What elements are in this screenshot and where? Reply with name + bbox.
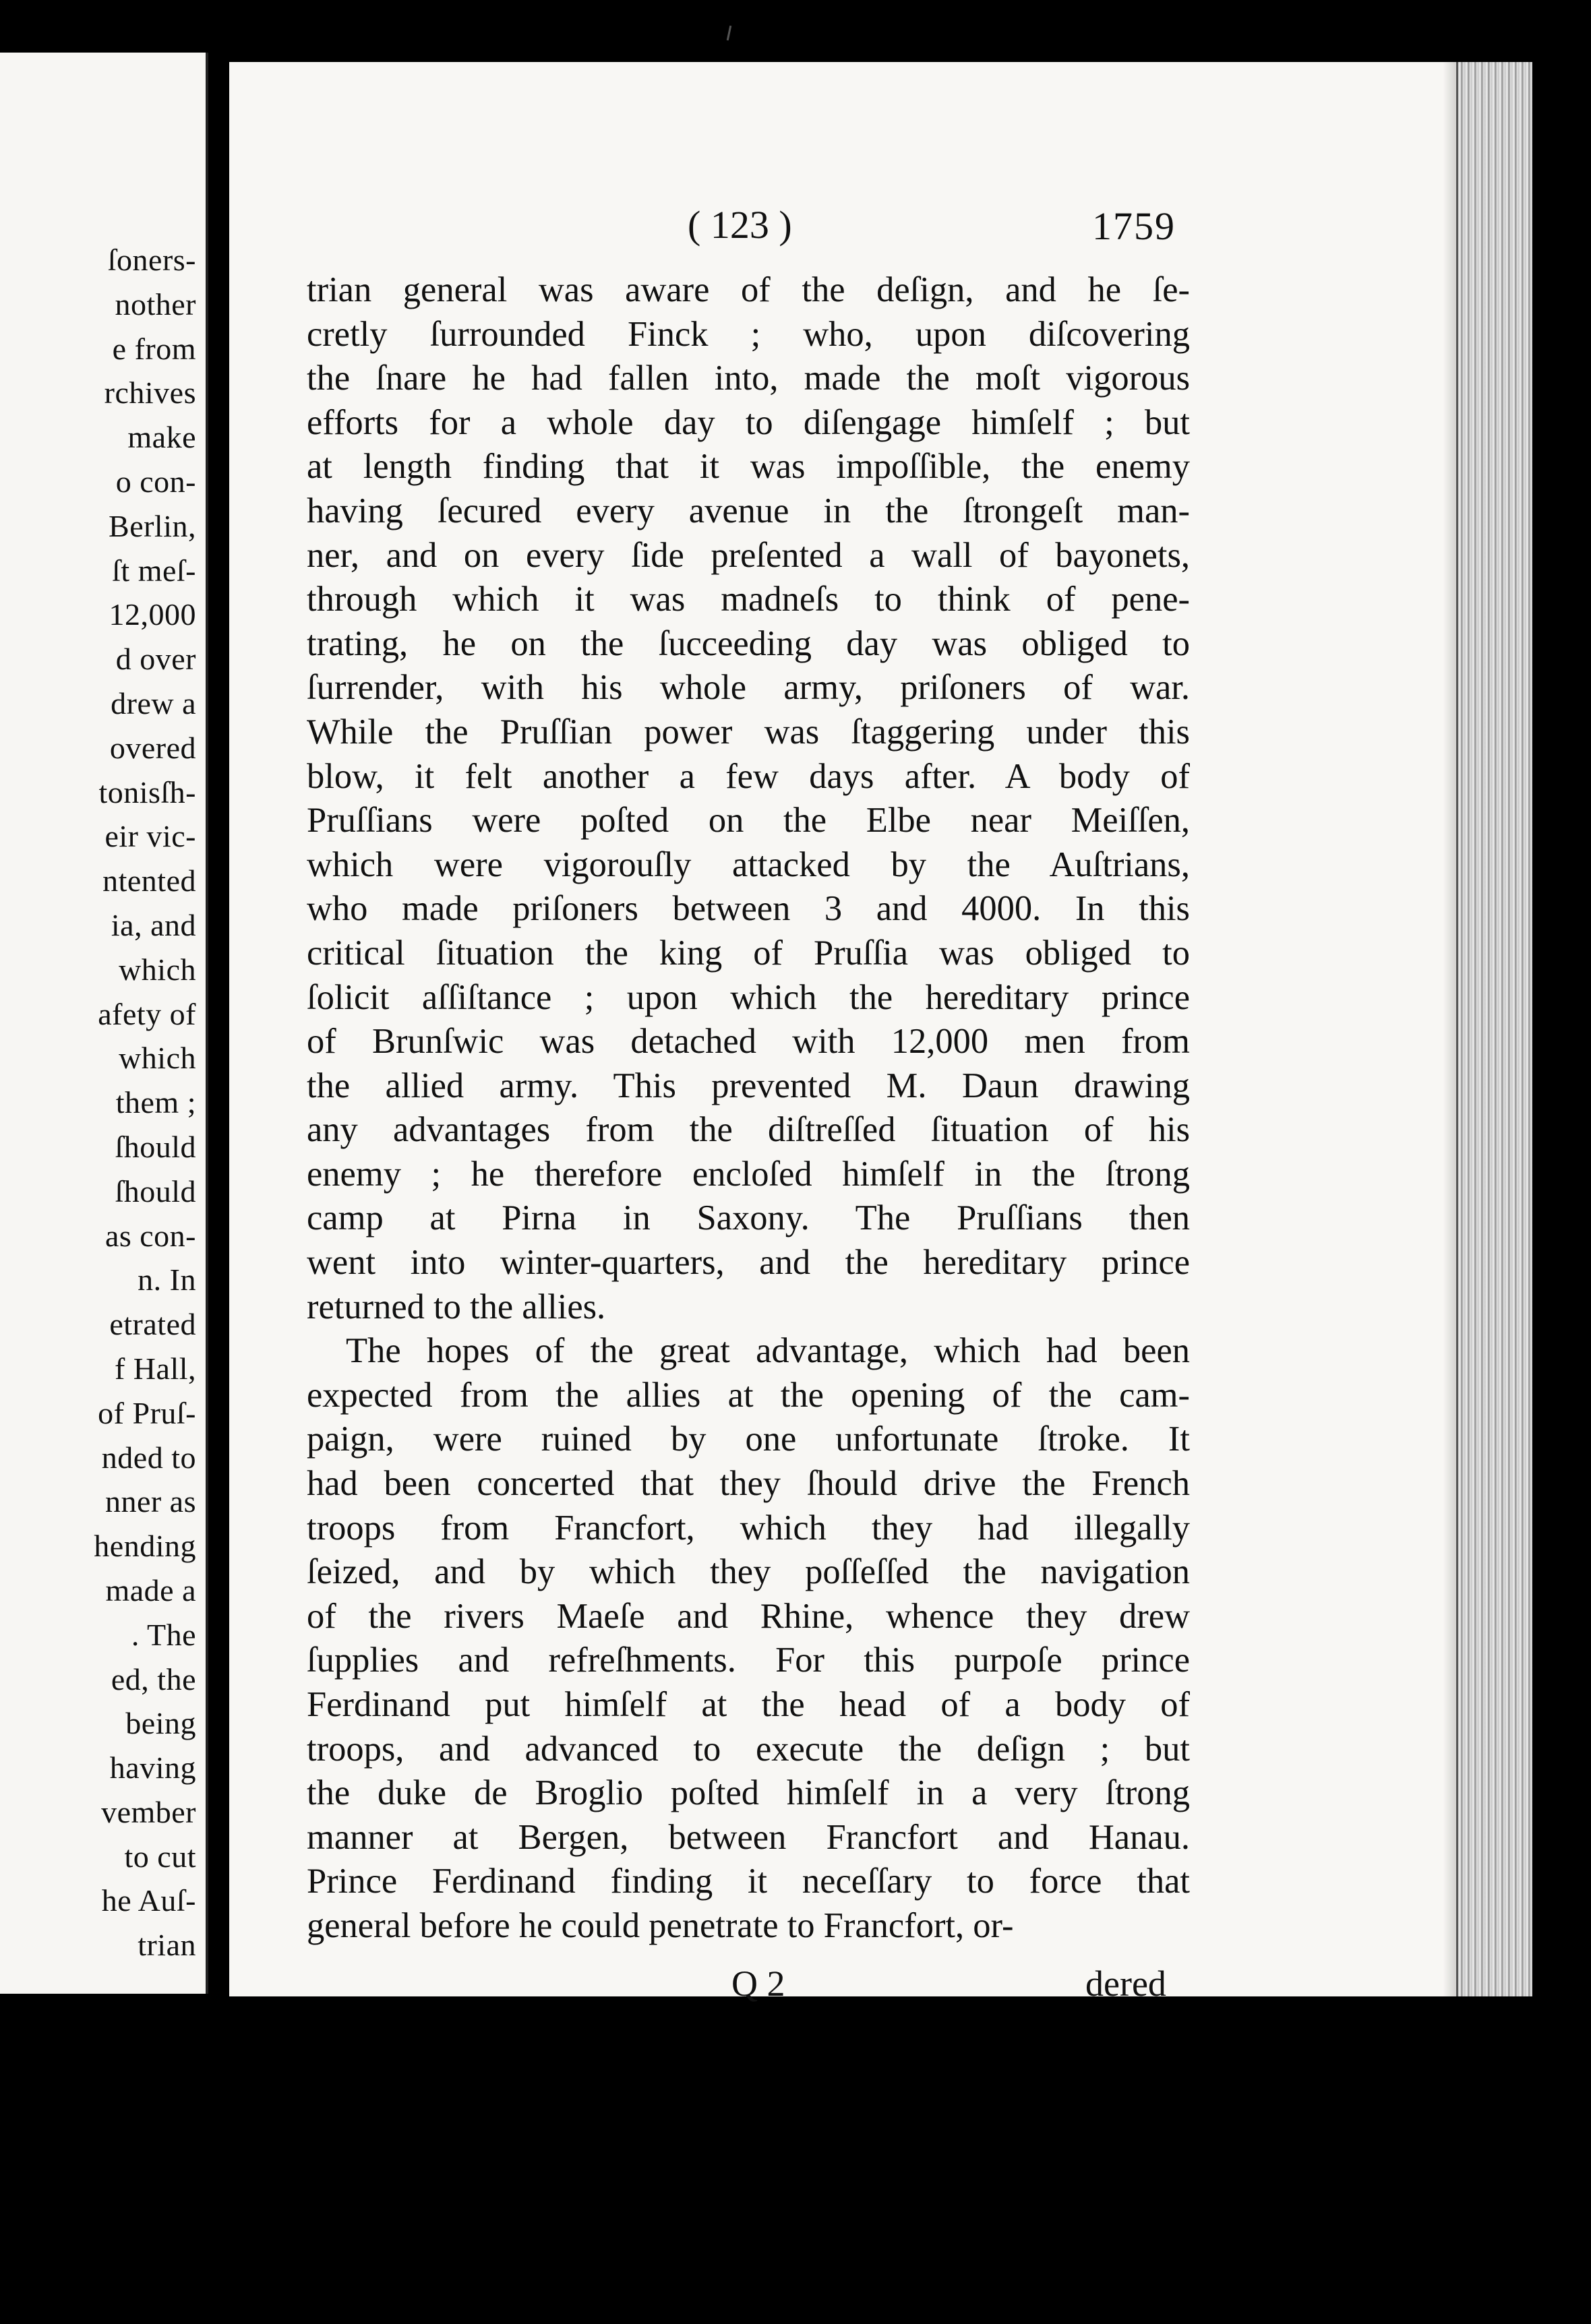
left-text-fragment: ſt meſ- bbox=[112, 553, 196, 588]
page-number: ( 123 ) bbox=[688, 203, 792, 247]
left-text-fragment: o con- bbox=[115, 464, 196, 499]
text-line: the allied army. This prevented M. Daun drawing bbox=[307, 1066, 1190, 1105]
left-text-fragment: ſhould bbox=[115, 1129, 196, 1164]
text-line: ner, and on every ſide preſented a wall of bayonets, bbox=[307, 535, 1190, 575]
left-text-fragment: nother bbox=[115, 286, 196, 322]
text-line: cretly ſurrounded Finck ; who, upon diſcovering bbox=[307, 314, 1190, 354]
left-text-fragment: ntented bbox=[102, 863, 196, 898]
text-line: Ferdinand put himſelf at the head of a body of bbox=[307, 1685, 1190, 1724]
text-line: enemy ; he therefore encloſed himſelf in the ſtrong bbox=[307, 1154, 1190, 1194]
left-text-fragment: d over bbox=[115, 642, 196, 677]
catchword: dered bbox=[1085, 1963, 1166, 2004]
left-text-fragment: afety of bbox=[98, 996, 196, 1031]
text-line: manner at Bergen, between Francfort and Hanau. bbox=[307, 1817, 1190, 1857]
text-line: ſupplies and refreſhments. For this purpoſe prince bbox=[307, 1641, 1190, 1680]
text-line: general before he could penetrate to Francfort, or- bbox=[307, 1905, 1014, 1945]
left-text-fragment: nded to bbox=[101, 1440, 196, 1475]
left-text-fragment: them ; bbox=[115, 1085, 196, 1120]
text-line: blow, it felt another a few days after. A body of bbox=[307, 756, 1190, 796]
left-text-fragment: f Hall, bbox=[114, 1351, 196, 1386]
text-line: at length finding that it was impoſſible, the enemy bbox=[307, 447, 1190, 487]
text-line: which were vigorouſly attacked by the Auſtrians, bbox=[307, 845, 1190, 884]
left-text-fragment: which bbox=[119, 952, 196, 987]
left-page-text bbox=[94, 238, 196, 1967]
text-line: returned to the allies. bbox=[307, 1287, 606, 1326]
left-text-fragment: etrated bbox=[109, 1307, 196, 1342]
left-text-fragment: as con- bbox=[104, 1218, 196, 1253]
running-year: 1759 bbox=[1092, 204, 1176, 248]
text-line: ſeized, and by which they poſſeſſed the navigation bbox=[307, 1552, 1190, 1592]
page-edges bbox=[1456, 62, 1532, 1996]
text-line: troops, and advanced to execute the deſign ; but bbox=[307, 1729, 1190, 1769]
text-line: critical ſituation the king of Pruſſia was obliged to bbox=[307, 933, 1190, 973]
left-text-fragment: to cut bbox=[124, 1839, 196, 1874]
text-line: Pruſſians were poſted on the Elbe near Meiſſen, bbox=[307, 801, 1190, 840]
text-line: the duke de Broglio poſted himſelf in a very ſtrong bbox=[307, 1773, 1190, 1813]
left-text-fragment: . The bbox=[131, 1617, 196, 1652]
left-text-fragment: ſoners- bbox=[107, 243, 196, 277]
left-text-fragment: e from bbox=[112, 331, 196, 366]
text-line: who made priſoners between 3 and 4000. In this bbox=[307, 889, 1190, 929]
signature-mark: Q 2 bbox=[731, 1963, 785, 2004]
left-text-fragment: tonisſh- bbox=[98, 774, 196, 809]
left-text-fragment: he Auſ- bbox=[101, 1883, 196, 1918]
text-line: troops from Francfort, which they had illegally bbox=[307, 1508, 1190, 1548]
text-line: of the rivers Maeſe and Rhine, whence they drew bbox=[307, 1596, 1190, 1636]
text-line: While the Pruſſian power was ſtaggering under this bbox=[307, 712, 1190, 752]
text-line: of Brunſwic was detached with 12,000 men from bbox=[307, 1022, 1190, 1062]
text-line: any advantages from the diſtreſſed ſituation of his bbox=[307, 1110, 1190, 1150]
text-line: The hopes of the great advantage, which had been bbox=[346, 1331, 1190, 1371]
left-text-fragment: which bbox=[119, 1041, 196, 1076]
left-text-fragment: vember bbox=[101, 1794, 196, 1829]
left-text-fragment: of Pruſ- bbox=[98, 1395, 196, 1430]
text-line: Prince Ferdinand finding it neceſſary to force that bbox=[307, 1862, 1190, 1901]
body-text bbox=[307, 268, 1190, 1949]
text-line: paign, were ruined by one unfortunate ſtroke. It bbox=[307, 1419, 1190, 1459]
left-text-fragment: n. In bbox=[138, 1262, 196, 1297]
left-page bbox=[0, 53, 208, 1994]
left-text-fragment: ſhould bbox=[115, 1173, 196, 1209]
text-line: expected from the allies at the opening of the cam- bbox=[307, 1375, 1190, 1415]
left-text-fragment: being bbox=[125, 1706, 196, 1741]
text-line: had been concerted that they ſhould drive the French bbox=[307, 1464, 1190, 1504]
left-text-fragment: nner as bbox=[104, 1484, 196, 1519]
left-text-fragment: ia, and bbox=[111, 907, 196, 942]
left-text-fragment: having bbox=[109, 1750, 196, 1785]
text-line: the ſnare he had fallen into, made the moſt vigorous bbox=[307, 359, 1190, 398]
left-text-fragment: ed, the bbox=[111, 1661, 196, 1696]
text-line: ſurrender, with his whole army, priſoners of war. bbox=[307, 668, 1190, 708]
scan-mark bbox=[727, 26, 732, 40]
text-line: trating, he on the ſucceeding day was obliged to bbox=[307, 623, 1190, 663]
text-line: through which it was madneſs to think of pene- bbox=[307, 580, 1190, 619]
left-text-fragment: make bbox=[127, 420, 196, 455]
left-text-fragment: Berlin, bbox=[109, 508, 196, 543]
left-text-fragment: made a bbox=[105, 1572, 196, 1608]
text-line: efforts for a whole day to diſengage himſelf ; but bbox=[307, 402, 1190, 442]
left-text-fragment: overed bbox=[109, 730, 196, 765]
left-text-fragment: trian bbox=[138, 1928, 196, 1963]
text-line: trian general was aware of the deſign, and he ſe- bbox=[307, 270, 1190, 309]
left-text-fragment: hending bbox=[94, 1529, 196, 1564]
left-text-fragment: eir vic- bbox=[104, 819, 196, 854]
text-line: camp at Pirna in Saxony. The Pruſſians then bbox=[307, 1198, 1190, 1238]
text-line: went into winter-quarters, and the hereditary prince bbox=[307, 1243, 1190, 1283]
left-text-fragment: drew a bbox=[111, 685, 196, 721]
left-text-fragment: 12,000 bbox=[109, 597, 196, 632]
text-line: having ſecured every avenue in the ſtrongeſt man- bbox=[307, 491, 1190, 530]
left-text-fragment: rchives bbox=[104, 375, 196, 410]
text-line: ſolicit aſſiſtance ; upon which the hereditary prince bbox=[307, 977, 1190, 1017]
